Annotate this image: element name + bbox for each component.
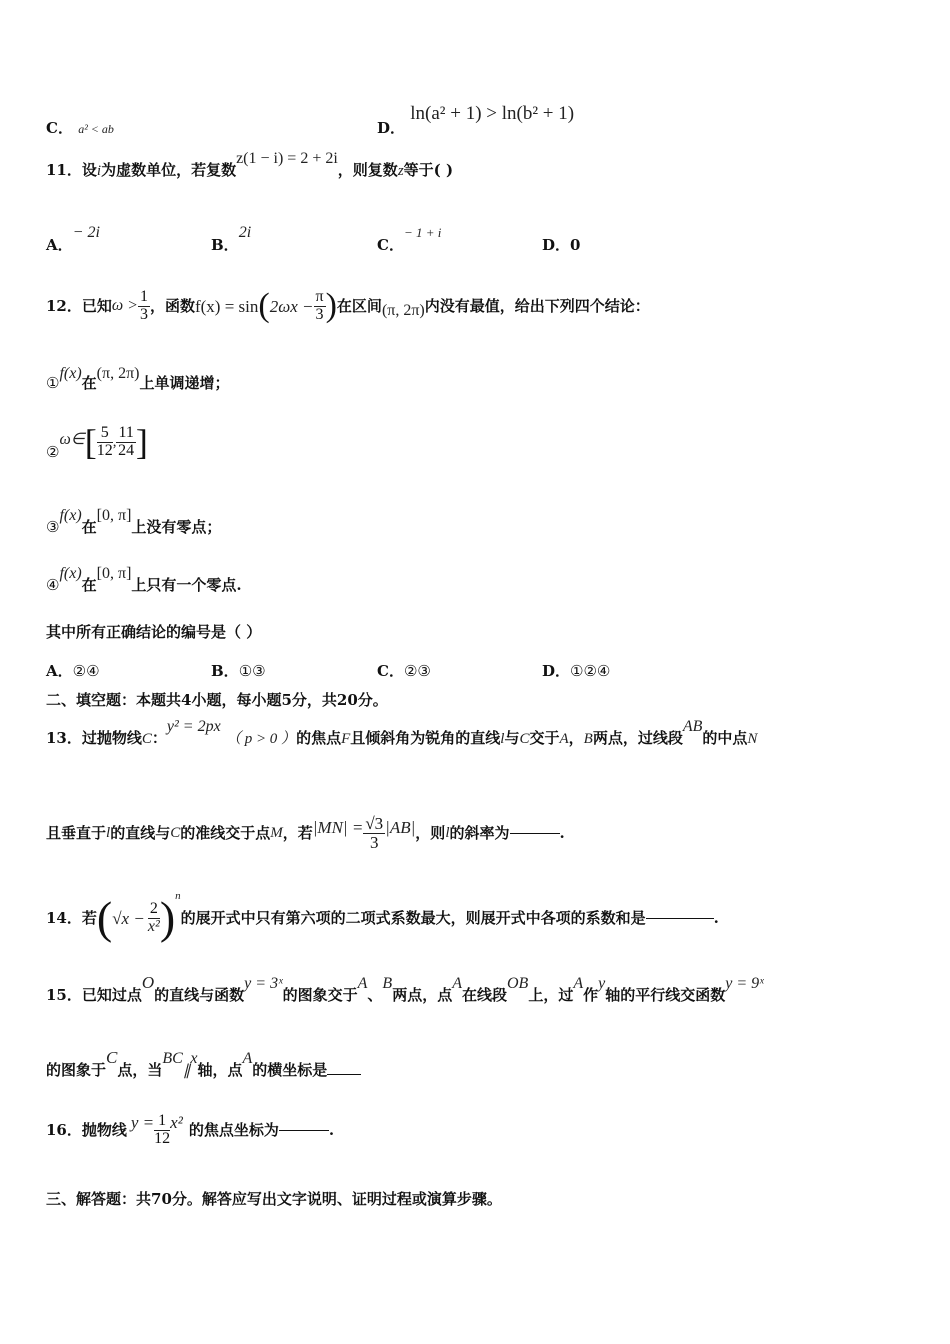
q11-option-a: A．− 2i	[46, 224, 100, 254]
q11-option-c: C．− 1 + i	[377, 225, 442, 254]
question-12: 12．已知 ω > $\frac{1}{3}$ ，函数 f(x) = sin ( 2ωx − $\frac{\pi}{3}$ ) 在区间 (π, 2π) 内没有最值，给出下列四个结论：	[46, 287, 650, 324]
q10-option-d: D． ln(a² + 1) > ln(b² + 1)	[377, 103, 575, 137]
q12-option-c: C．②③	[377, 662, 431, 680]
q11-equation: z(1 − i) = 2 + 2i	[236, 150, 338, 167]
q13-frac-sqrt3-3: $\frac{√3}{3}$	[365, 813, 384, 852]
q10-option-c: C． a² < ab	[46, 119, 114, 137]
q12-conclusion-1: ①f(x)在(π, 2π)上单调递增；	[46, 365, 230, 392]
question-13-line-1: 13．过抛物线C：y² = 2px （ p > 0 ）的焦点F且倾斜角为锐角的直线l与C交于A，B两点，过线段AB的中点N	[46, 718, 758, 747]
q10-option-d-expr: ln(a² + 1) > ln(b² + 1)	[410, 103, 575, 124]
q14-answer-blank[interactable]	[646, 917, 714, 919]
q11-option-b: B．2i	[211, 224, 252, 254]
q12-frac-1-3: $\frac{1}{3}$	[139, 287, 148, 323]
section-3-heading: 三、解答题：共70分。解答应写出文字说明、证明过程或演算步骤。	[46, 1190, 502, 1208]
q12-option-d: D．①②④	[542, 662, 611, 680]
q12-option-b: B．①③	[211, 662, 266, 680]
q11-option-d: D．0	[542, 236, 581, 254]
q12-option-a: A．②④	[46, 662, 100, 680]
q15-answer-blank[interactable]	[327, 1073, 361, 1075]
question-14: 14．若 ( √x − $\frac{2}{\text{x²}}$ ) n 的展开式中只有第六项的二项式系数最大，则展开式中各项的系数和是 .	[46, 889, 719, 943]
q12-conclusion-4: ④f(x)在[0, π]上只有一个零点.	[46, 565, 242, 594]
q10-option-c-expr: a² < ab	[78, 122, 114, 136]
section-2-heading: 二、填空题：本题共4小题，每小题5分，共20分。	[46, 691, 388, 709]
q12-conclusion-2: ② ω∈ [ $\frac{5}{12}$ , $\frac{11}{24}$ ]	[46, 422, 148, 462]
q12-conclusion-3: ③f(x)在[0, π]上没有零点；	[46, 507, 222, 536]
q16-frac-1-12: $\frac{1}{12}$	[154, 1111, 171, 1147]
question-16: 16．抛物线 y = $\frac{1}{12}$ x² 的焦点坐标为 .	[46, 1111, 335, 1147]
q13-answer-blank[interactable]	[510, 832, 560, 834]
question-13-line-2: 且垂直于 l 的直线与 C 的准线交于点 M ，若 |MN| = $\frac{√3}{3}$ |AB| ，则 l 的斜率为 .	[46, 813, 565, 852]
q12-frac-pi-3: $\frac{\pi}{3}$	[315, 287, 324, 323]
question-15-line-1: 15．已知过点O的直线与函数y = 3ˣ的图象交于A、B两点，点A在线段OB上，过A作y轴的平行线交函数y = 9ˣ	[46, 973, 764, 1004]
q12-ask: 其中所有正确结论的编号是（ ）	[46, 623, 262, 641]
question-11: 11．设i为虚数单位，若复数z(1 − i) = 2 + 2i，则复数z等于( )	[46, 150, 454, 179]
question-15-line-2: 的图象于C点，当BC∥x轴，点A的横坐标是	[46, 1061, 361, 1079]
q16-answer-blank[interactable]	[279, 1129, 329, 1131]
